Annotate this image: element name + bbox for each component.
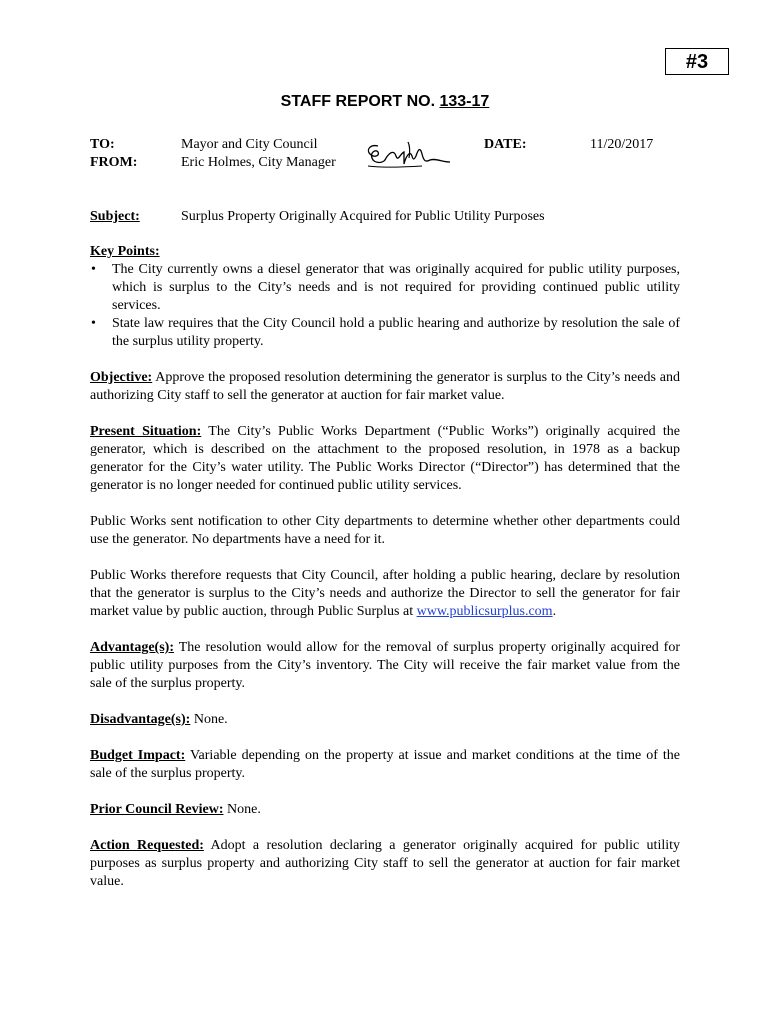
disadvantages-section [90,711,680,729]
budget-impact-text: Variable depending on the property at issue and market conditions at the time of the sale of the surplus property. [90,748,680,781]
prior-council-review-text: None. [223,802,261,817]
objective-section [90,369,680,405]
report-number: 133-17 [439,93,490,110]
key-point-item [90,315,680,351]
action-requested-section [90,837,680,891]
present-situation-text: The City’s Public Works Department (“Public Works”) originally acquired the generator, which is described on the attachment to the proposed resolution, in 1978 as a backup generator for the City’s water utility. The Public Works Director (“Director”) has determined that the generator is no longer needed for continued public utility services. [90,424,680,493]
subject-label: Subject: [90,209,140,224]
notification-paragraph: Public Works sent notification to other City departments to determine whether other departments could use the generator. No departments have a need for it. [90,514,680,547]
budget-impact-section [90,747,680,783]
objective-text: Approve the proposed resolution determining the generator is surplus to the City’s needs and authorizing City staff to sell the generator at auction for fair market value. [90,370,680,403]
request-paragraph [90,567,680,621]
request-text-end: . [552,604,557,619]
prior-council-review-section [90,801,680,819]
public-surplus-link[interactable]: www.publicsurplus.com [416,604,553,619]
report-title-prefix: STAFF REPORT NO. [280,93,440,110]
objective-heading: Objective: [90,370,153,385]
key-point-text: State law requires that the City Council hold a public hearing and authorize by resolution the sale of the surplus utility property. [112,316,680,349]
disadvantages-heading: Disadvantage(s): [90,712,191,727]
prior-council-review-heading: Prior Council Review: [90,802,224,817]
date-value: 11/20/2017 [590,137,654,152]
bullet-icon: • [91,262,96,277]
request-text: Public Works therefore requests that City Council, after holding a public hearing, declare by resolution that the generator is surplus to the City’s needs and authorize the Director to sell the generator for fair market value by public auction, through Public Surplus at [90,568,680,619]
present-situation-heading: Present Situation: [90,424,202,439]
advantages-heading: Advantage(s): [90,640,174,655]
present-situation-section [90,423,680,495]
advantages-text: The resolution would allow for the removal of surplus property originally acquired for public utility purposes from the City’s inventory. The City will receive the fair market value from the sale of the surplus property. [90,640,680,691]
bullet-icon: • [91,316,96,331]
to-label: TO: [90,137,115,152]
action-requested-heading: Action Requested: [90,838,204,853]
to-value: Mayor and City Council [181,137,318,152]
advantages-section [90,639,680,693]
report-title [0,92,770,112]
from-label: FROM: [90,155,138,170]
from-value: Eric Holmes, City Manager [181,155,336,170]
report-body [90,243,680,909]
action-requested-text: Adopt a resolution declaring a generator originally acquired for public utility purposes as surplus property and authorizing City staff to sell the generator at auction for fair market value. [90,838,680,889]
budget-impact-heading: Budget Impact: [90,748,186,763]
signature-image [364,136,452,172]
disadvantages-text: None. [190,712,228,727]
date-label: DATE: [484,137,527,152]
agenda-number-box: #3 [665,48,729,75]
key-point-item [90,261,680,315]
key-points-heading: Key Points: [90,244,160,259]
key-point-text: The City currently owns a diesel generator that was originally acquired for public utility purposes, which is surplus to the City’s needs and is not required for providing continued public utility services. [112,262,680,313]
key-points-list [90,261,680,351]
subject-value: Surplus Property Originally Acquired for Public Utility Purposes [181,209,545,224]
